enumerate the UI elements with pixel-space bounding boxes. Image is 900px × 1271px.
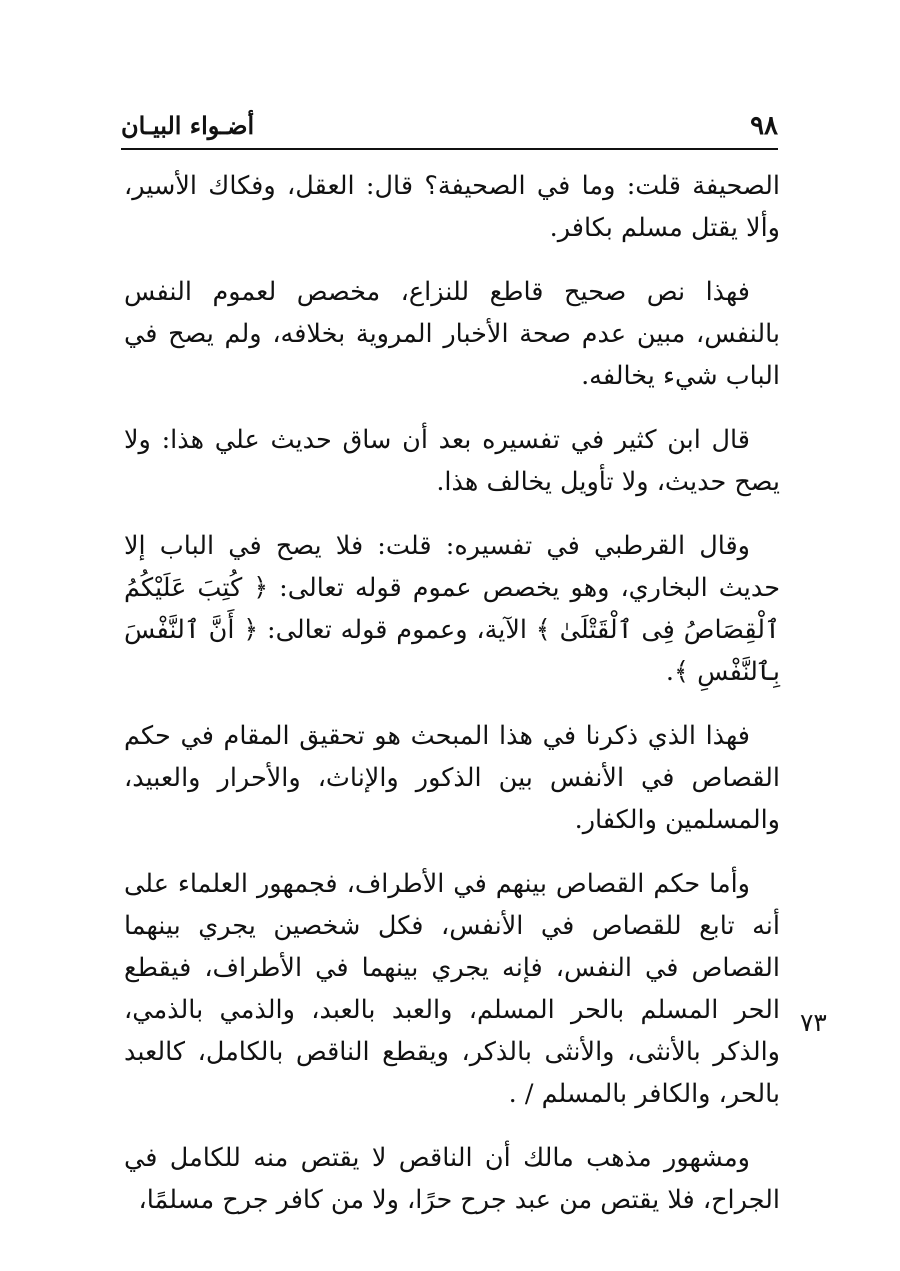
page-header [121, 108, 778, 144]
paragraph-7: ومشهور مذهب مالك أن الناقص لا يقتص منه للكامل في الجراح، فلا يقتص من عبد جرح حرًا، ولا من كافر جرح مسلمًا، [124, 1143, 780, 1215]
paragraph-1: الصحيفة قلت: وما في الصحيفة؟ قال: العقل، وفكاك الأسير، وألا يقتل مسلم بكافر. [124, 171, 780, 243]
paragraph-6: وأما حكم القصاص بينهم في الأطراف، فجمهور العلماء على أنه تابع للقصاص في الأنفس، فكل شخصين يجري بينهما القصاص في النفس، فإنه يجري بينهما في الأطراف، فيقطع الحر المسلم بالحر المسلم، والعبد بالعبد، والذمي بالذمي، والذكر بالأنثى، والأنثى بالذكر، ويقطع الناقص بالكامل، كالعبد بالحر، والكافر بالمسلم / . [124, 869, 780, 1109]
paragraph-4: وقال القرطبي في تفسيره: قلت: فلا يصح في الباب إلا حديث البخاري، وهو يخصص عموم قوله تعالى: ﴿ كُتِبَ عَلَيْكُمُ ٱلْقِصَاصُ فِى ٱلْقَتْلَىٰ ﴾ الآية، وعموم قوله تعالى: ﴿ أَنَّ ٱلنَّفْسَ بِٱلنَّفْسِ ﴾. [124, 531, 780, 687]
body-text [124, 165, 780, 1243]
running-title: أضـواء البيـان [121, 111, 255, 140]
paragraph-3: قال ابن كثير في تفسيره بعد أن ساق حديث علي هذا: ولا يصح حديث، ولا تأويل يخالف هذا. [124, 425, 780, 497]
paragraph-2: فهذا نص صحيح قاطع للنزاع، مخصص لعموم النفس بالنفس، مبين عدم صحة الأخبار المروية بخلافه، ولم يصح في الباب شيء يخالفه. [124, 277, 780, 391]
header-rule [121, 148, 778, 150]
margin-volume-page-number: ٧٣ [800, 1008, 827, 1037]
paragraph-5: فهذا الذي ذكرنا في هذا المبحث هو تحقيق المقام في حكم القصاص في الأنفس بين الذكور والإناث، والأحرار والعبيد، والمسلمين والكفار. [124, 721, 780, 835]
page-number: ٩٨ [750, 111, 778, 141]
